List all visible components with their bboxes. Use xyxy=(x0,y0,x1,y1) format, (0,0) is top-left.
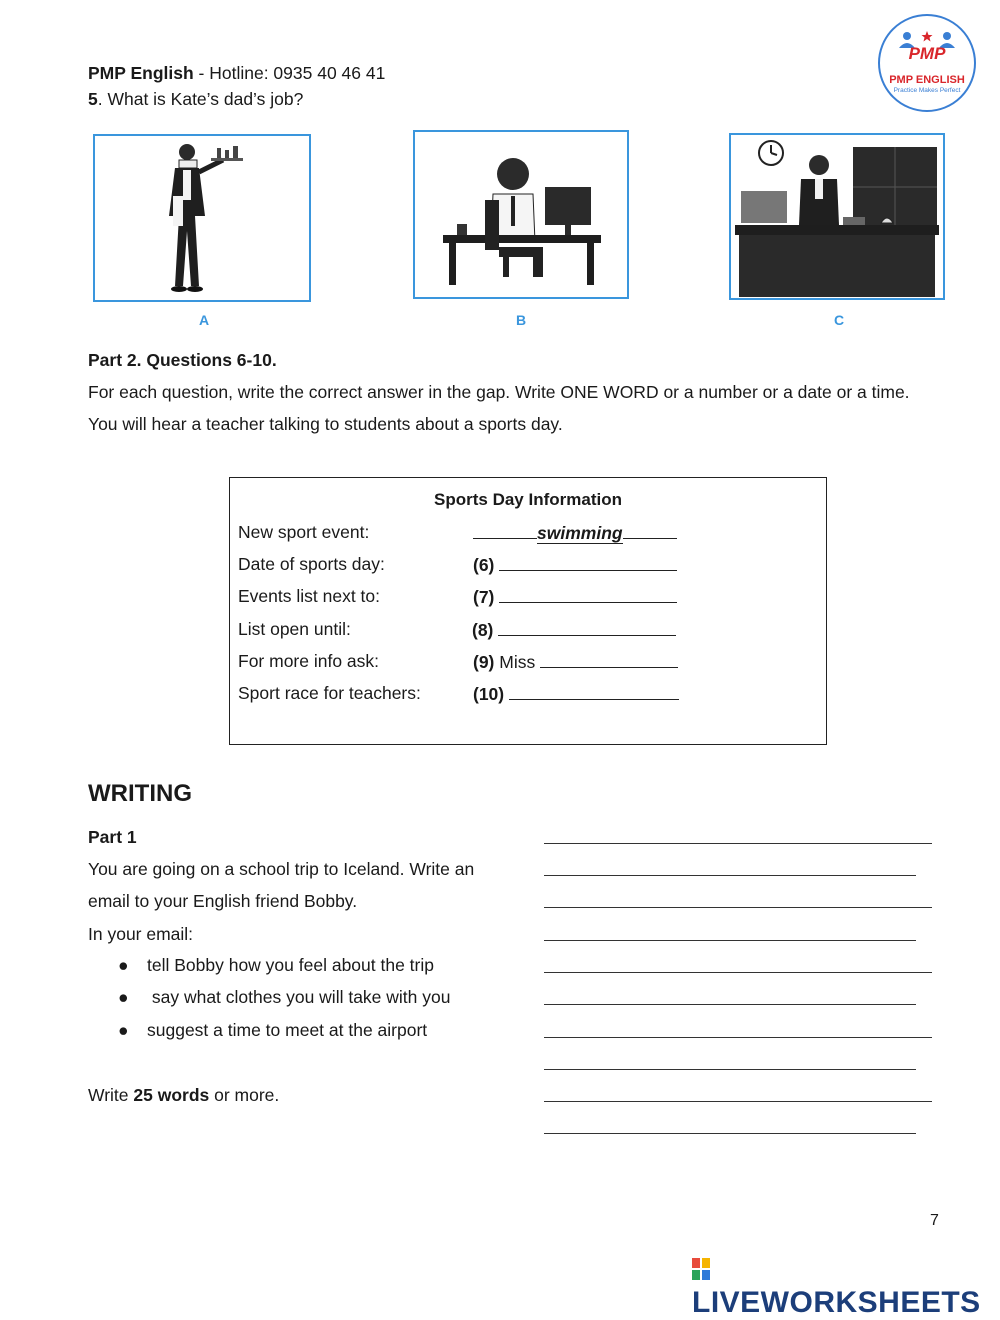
question-text: . What is Kate’s dad’s job? xyxy=(97,89,304,109)
question-number: 5 xyxy=(88,89,98,109)
header xyxy=(88,60,385,112)
writing-answer-line[interactable] xyxy=(544,1037,932,1038)
picture-label-a: A xyxy=(198,312,210,328)
writing-answer-line[interactable] xyxy=(544,940,916,941)
sports-day-table xyxy=(229,477,827,745)
writing-answer-line[interactable] xyxy=(544,907,932,908)
liveworksheets-text: LIVEWORKSHEETS xyxy=(692,1286,981,1319)
picture-option-c[interactable] xyxy=(729,133,945,300)
brand-name: PMP English xyxy=(88,63,194,83)
row-label: Events list next to: xyxy=(238,586,381,606)
writing-answer-line[interactable] xyxy=(544,1069,916,1070)
writing-in-email: In your email: xyxy=(88,924,194,944)
question-num: (10) xyxy=(473,684,505,704)
page-number: 7 xyxy=(930,1212,939,1229)
picture-label-b: B xyxy=(515,312,527,328)
picture-label-c: C xyxy=(833,312,845,328)
answer-9 xyxy=(473,651,678,673)
example-word: swimming xyxy=(537,523,623,543)
row-label: Sport race for teachers: xyxy=(238,683,421,703)
question-num: (6) xyxy=(473,555,495,575)
writing-answer-line[interactable] xyxy=(544,1133,916,1134)
writing-prompt-line2: email to your English friend Bobby. xyxy=(88,891,358,911)
answer-10 xyxy=(473,683,679,705)
logo-initials: PMP xyxy=(908,44,946,63)
writing-answer-line[interactable] xyxy=(544,843,932,844)
bullet-item: say what clothes you will take with you xyxy=(147,987,451,1007)
answer-9-input[interactable] xyxy=(540,651,678,668)
question-num: (9) xyxy=(473,652,495,672)
row-label: New sport event: xyxy=(238,522,370,542)
row-label: For more info ask: xyxy=(238,651,380,671)
picture-option-b[interactable] xyxy=(413,130,629,299)
bullet-icon: ● xyxy=(118,1020,129,1040)
example-gap-right xyxy=(623,522,677,539)
logo-name: PMP ENGLISH xyxy=(889,74,965,86)
writing-answer-line[interactable] xyxy=(544,1004,916,1005)
prefix-text: Miss xyxy=(499,652,536,672)
part2-instruction: For each question, write the correct answer in the gap. Write ONE WORD or a number or a date or a time. xyxy=(88,382,910,402)
receptionist-illustration-icon xyxy=(731,135,943,298)
question-num: (7) xyxy=(473,587,495,607)
answer-7 xyxy=(473,586,677,608)
question-num: (8) xyxy=(472,620,494,640)
example-answer xyxy=(473,522,677,544)
part2-context: You will hear a teacher talking to students about a sports day. xyxy=(88,414,563,434)
writing-answer-line[interactable] xyxy=(544,972,932,973)
row-label: List open until: xyxy=(238,619,351,639)
bullet-icon: ● xyxy=(118,987,129,1007)
brand-line xyxy=(88,60,385,86)
answer-6 xyxy=(473,554,677,576)
writing-part-title: Part 1 xyxy=(88,827,137,847)
answer-8-input[interactable] xyxy=(498,619,676,636)
answer-8 xyxy=(472,619,676,641)
picture-option-a[interactable] xyxy=(93,134,311,302)
writing-answer-line[interactable] xyxy=(544,1101,932,1102)
answer-6-input[interactable] xyxy=(499,554,677,571)
bullet-item: tell Bobby how you feel about the trip xyxy=(147,955,434,975)
answer-10-input[interactable] xyxy=(509,683,679,700)
bullet-item: suggest a time to meet at the airport xyxy=(147,1020,428,1040)
logo-tagline: Practice Makes Perfect xyxy=(893,87,961,94)
liveworksheets-icon xyxy=(692,1258,710,1280)
pmp-logo xyxy=(878,14,976,112)
table-title: Sports Day Information xyxy=(434,490,622,509)
example-gap-left xyxy=(473,522,537,539)
part2-title: Part 2. Questions 6-10. xyxy=(88,350,277,370)
waiter-illustration-icon xyxy=(95,136,309,300)
answer-7-input[interactable] xyxy=(499,586,677,603)
writing-answer-line[interactable] xyxy=(544,875,916,876)
bullet-icon: ● xyxy=(118,955,129,975)
word-count-instruction: Write 25 words or more. xyxy=(88,1085,280,1105)
hotline: - Hotline: 0935 40 46 41 xyxy=(193,63,386,83)
liveworksheets-logo xyxy=(692,1252,1000,1320)
question-5 xyxy=(88,86,385,112)
office-worker-illustration-icon xyxy=(415,132,627,297)
writing-heading: WRITING xyxy=(88,780,192,807)
row-label: Date of sports day: xyxy=(238,554,385,574)
writing-prompt-line1: You are going on a school trip to Iceland. Write an xyxy=(88,859,475,879)
